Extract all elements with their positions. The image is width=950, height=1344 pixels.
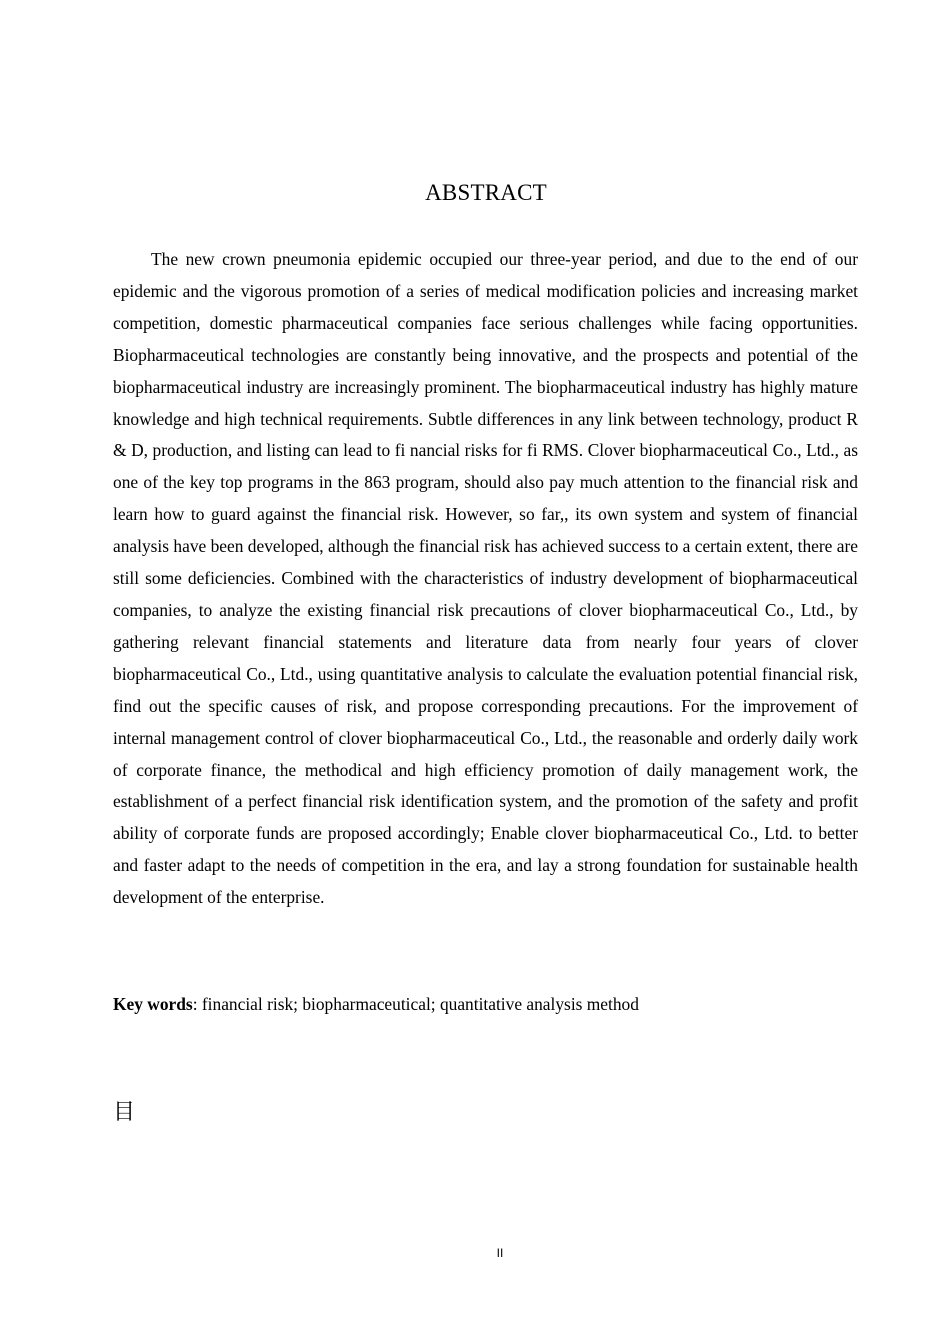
keywords-text: financial risk; biopharmaceutical; quantitative analysis method: [201, 994, 639, 1014]
toc-heading: 目: [113, 1100, 136, 1125]
keywords-label: Key words: [113, 994, 193, 1014]
page-number: II: [496, 1246, 504, 1260]
keywords-line: [113, 989, 858, 1021]
abstract-paragraph: The new crown pneumonia epidemic occupied our three-year period, and due to the end of our epidemic and the vigorous promotion of a series of medical modification policies and increasing market competition, domestic pharmaceutical companies face serious challenges while facing opportunities. Biopharmaceutical technologies are constantly being innovative, and the prospects and potential of the biopharmaceutical industry are increasingly prominent. The biopharmaceutical industry has highly mature knowledge and high technical requirements. Subtle differences in any link between technology, product R & D, production, and listing can lead to fi nancial risks for fi RMS. Clover biopharmaceutical Co., Ltd., as one of the key top programs in the 863 program, should also pay much attention to the financial risk and learn how to guard against the financial risk. However, so far,, its own system and system of financial analysis have been developed, although the financial risk has achieved success to a certain extent, there are still some deficiencies. Combined with the characteristics of industry development of biopharmaceutical companies, to analyze the existing financial risk precautions of clover biopharmaceutical Co., Ltd., by gathering relevant financial statements and literature data from nearly four years of clover biopharmaceutical Co., Ltd., using quantitative analysis to calculate the evaluation potential financial risk, find out the specific causes of risk, and propose corresponding precautions. For the improvement of internal management control of clover biopharmaceutical Co., Ltd., the reasonable and orderly daily work of corporate finance, the methodical and high efficiency promotion of daily management work, the establishment of a perfect financial risk identification system, and the promotion of the safety and profit ability of corporate funds are proposed accordingly; Enable clover biopharmaceutical Co., Ltd. to better and faster adapt to the needs of competition in the era, and lay a strong foundation for sustainable health development of the enterprise.: [113, 249, 858, 908]
abstract-title: ABSTRACT: [425, 180, 547, 205]
keywords-separator: :: [192, 994, 202, 1014]
